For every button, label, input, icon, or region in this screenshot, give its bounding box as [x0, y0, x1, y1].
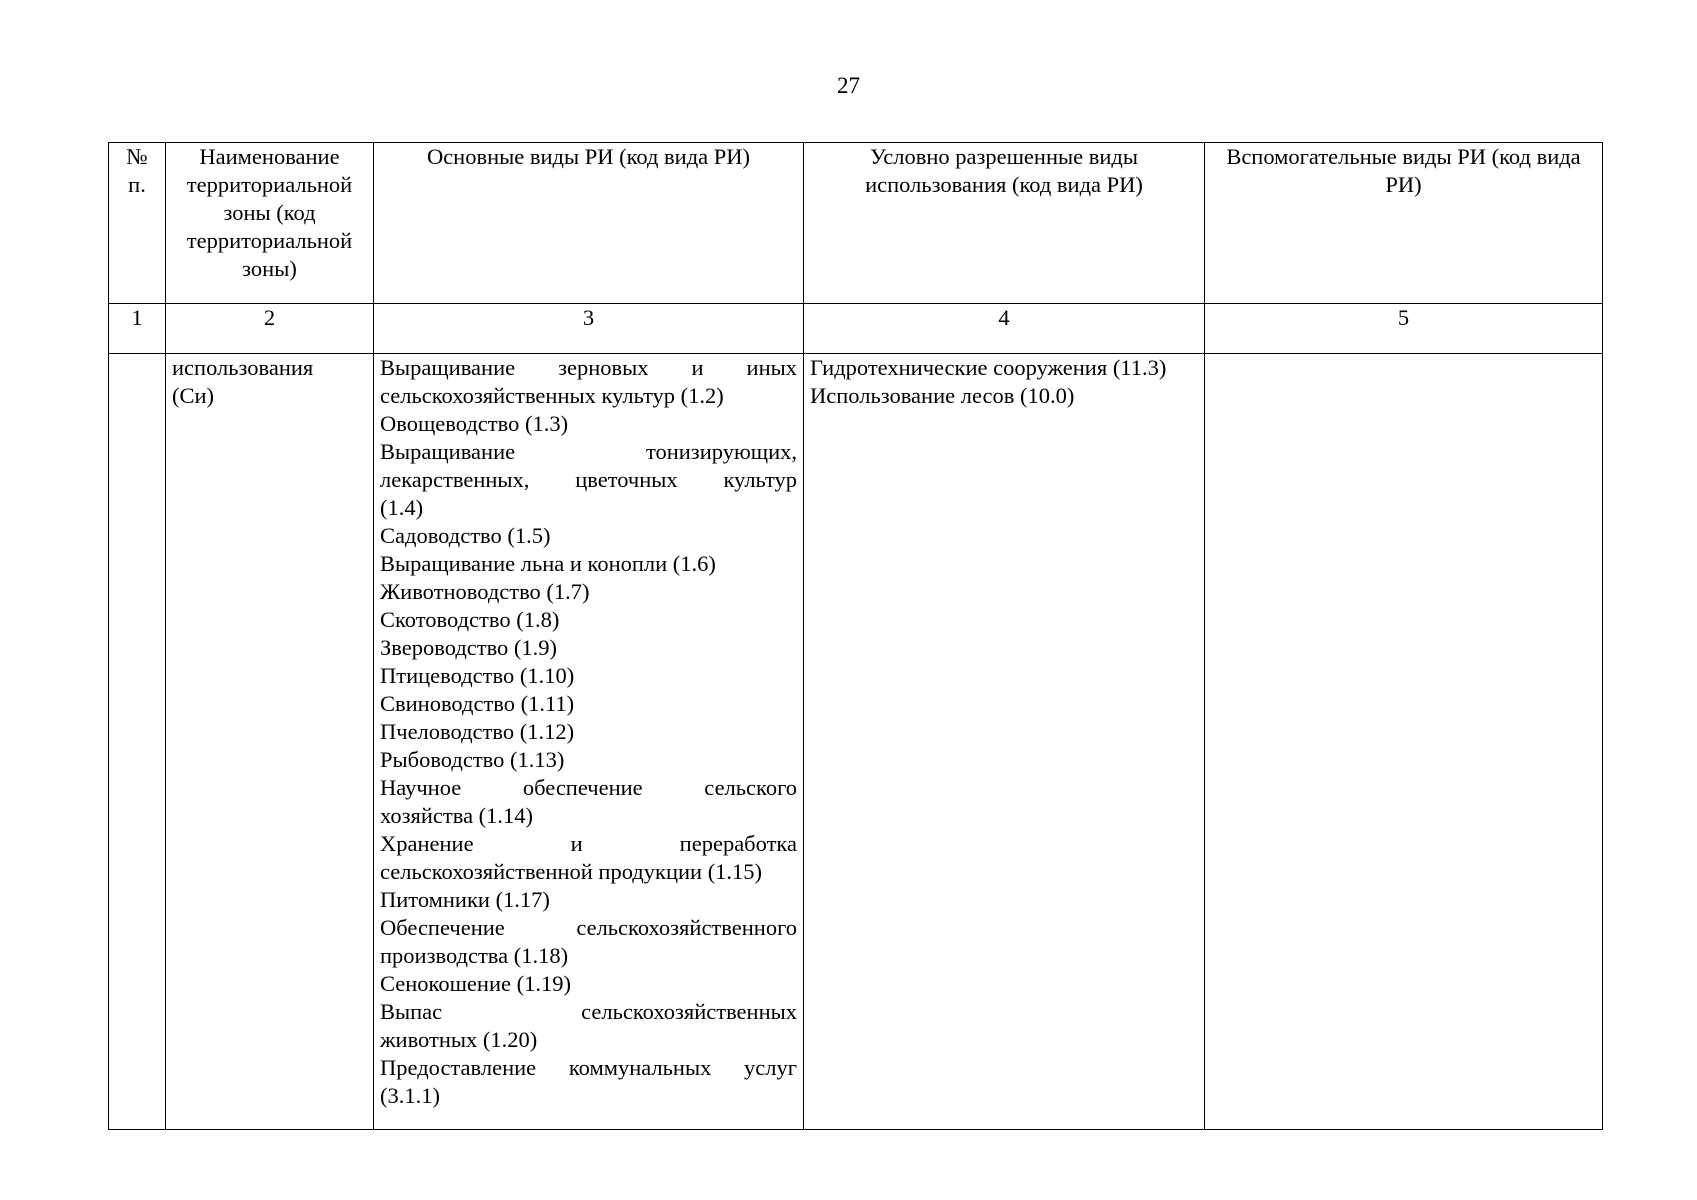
column-number: 5 [1205, 304, 1603, 354]
zone-code: (Си) [172, 383, 215, 408]
page-number: 27 [837, 73, 860, 98]
column-number: 1 [109, 304, 166, 354]
main-use-line: Предоставление коммунальных услуг [380, 1055, 797, 1080]
header-main-uses: Основные виды РИ (код вида РИ) [374, 143, 804, 304]
main-uses-cell [374, 354, 804, 1130]
main-use-line: лекарственных, цветочных культур [380, 467, 797, 492]
main-use-line: хозяйства (1.14) [380, 803, 534, 828]
main-use-line: Свиноводство (1.11) [380, 691, 575, 716]
main-use-line: Питомники (1.17) [380, 887, 550, 912]
conditional-use-item: Использование лесов (10.0) [810, 383, 1075, 408]
main-use-line: (1.4) [380, 495, 424, 520]
header-number: № п. [109, 143, 166, 304]
main-use-line: Хранение и переработка [380, 831, 797, 856]
table-row [109, 354, 1603, 1130]
auxiliary-uses-cell [1205, 354, 1603, 1130]
main-use-line: Пчеловодство (1.12) [380, 719, 575, 744]
main-use-line: Садоводство (1.5) [380, 523, 551, 548]
main-use-line: Выращивание зерновых и иных [380, 355, 797, 380]
main-use-line: Сенокошение (1.19) [380, 971, 571, 996]
main-use-line: Обеспечение сельскохозяйственного [380, 915, 797, 940]
main-use-line: сельскохозяйственной продукции (1.15) [380, 859, 763, 884]
column-number: 4 [804, 304, 1205, 354]
main-use-line: Научное обеспечение сельского [380, 775, 797, 800]
main-use-line: Скотоводство (1.8) [380, 607, 560, 632]
header-auxiliary-uses: Вспомогательные виды РИ (код вида РИ) [1205, 143, 1603, 304]
main-use-line: Выращивание тонизирующих, [380, 439, 797, 464]
main-use-line: Птицеводство (1.10) [380, 663, 575, 688]
main-use-line: Рыбоводство (1.13) [380, 747, 565, 772]
zone-name-line: использования [172, 355, 314, 380]
zones-table [108, 142, 1603, 1130]
column-number: 2 [166, 304, 374, 354]
main-use-line: Выпас сельскохозяйственных [380, 999, 797, 1024]
zone-name-cell [166, 354, 374, 1130]
header-zone-name: Наименование территориальной зоны (код территориальной зоны) [166, 143, 374, 304]
conditional-use-item: Гидротехнические сооружения (11.3) [810, 355, 1167, 380]
conditional-uses-cell [804, 354, 1205, 1130]
main-use-line: животных (1.20) [380, 1027, 538, 1052]
row-number-cell [109, 354, 166, 1130]
column-number: 3 [374, 304, 804, 354]
main-use-line: Животноводство (1.7) [380, 579, 590, 604]
header-conditional-uses: Условно разрешенные виды использования (код вида РИ) [804, 143, 1205, 304]
main-use-line: производства (1.18) [380, 943, 569, 968]
main-use-line: (3.1.1) [380, 1083, 440, 1108]
main-use-line: Овощеводство (1.3) [380, 411, 569, 436]
column-numbers-row [109, 304, 1603, 354]
header-row [109, 143, 1603, 304]
main-use-line: Выращивание льна и конопли (1.6) [380, 551, 716, 576]
main-use-line: Звероводство (1.9) [380, 635, 558, 660]
main-use-line: сельскохозяйственных культур (1.2) [380, 383, 724, 408]
